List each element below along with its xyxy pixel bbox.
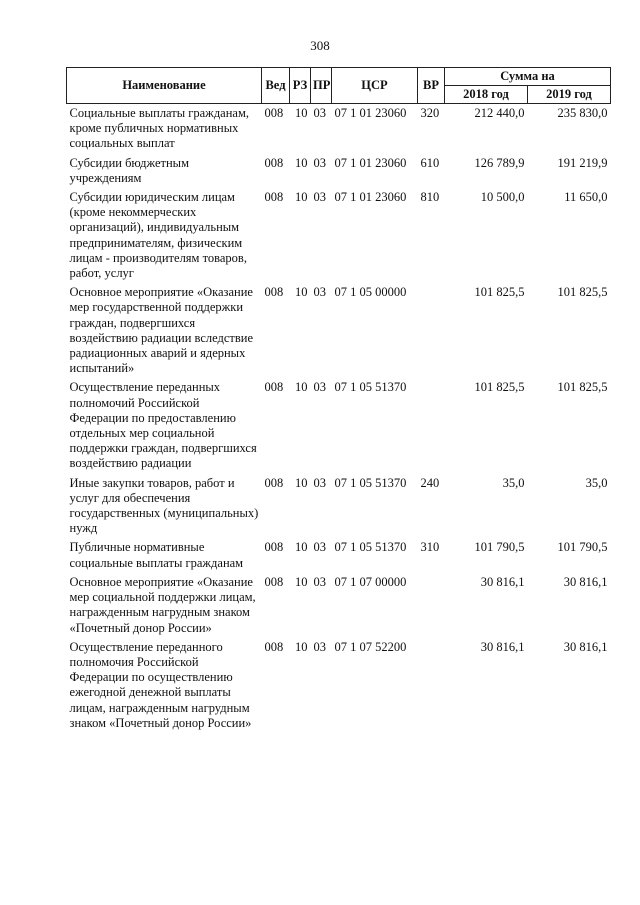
- cell-name: Основное мероприятие «Оказание мер социальной поддержки лицам, награжденным нагрудным знаком «Почетный донор России»: [69, 574, 256, 635]
- cell-amount-2018: 30 816,1: [480, 639, 525, 654]
- cell-ved: 008: [264, 639, 284, 654]
- cell-vr: [418, 285, 445, 380]
- cell-amount-2018: 101 825,5: [474, 380, 525, 395]
- cell-ved: 008: [264, 155, 284, 170]
- cell-amount-2019: 30 816,1: [563, 574, 608, 589]
- cell-csr: 07 1 07 00000: [334, 574, 407, 589]
- page-number: 308: [310, 38, 330, 53]
- table-body: [67, 104, 611, 735]
- column-header-name: Наименование: [67, 68, 262, 104]
- cell-csr: 07 1 01 23060: [334, 106, 407, 120]
- column-header-vr: ВР: [418, 68, 445, 104]
- cell-amount-2018: 101 825,5: [474, 285, 525, 300]
- cell-name: Публичные нормативные социальные выплаты гражданам: [69, 540, 244, 570]
- cell-rz: 10: [295, 155, 308, 170]
- cell-rz: 10: [295, 380, 308, 395]
- cell-name: Субсидии юридическим лицам (кроме некоммерческих организаций), индивидуальным предпринимателям, физическим лицам - производителям товаров, работ, услуг: [69, 190, 247, 281]
- cell-vr: 310: [420, 540, 440, 555]
- table-row: [67, 476, 611, 541]
- cell-csr: 07 1 05 51370: [334, 540, 407, 555]
- cell-amount-2018: 30 816,1: [480, 574, 525, 589]
- cell-name: Социальные выплаты гражданам, кроме публичных нормативных социальных выплат: [69, 106, 250, 151]
- cell-ved: 008: [264, 285, 284, 300]
- cell-rz: 10: [295, 574, 308, 589]
- cell-vr: [418, 380, 445, 475]
- cell-pr: 03: [313, 285, 326, 300]
- cell-pr: 03: [313, 190, 326, 205]
- cell-ved: 008: [264, 574, 284, 589]
- table-row: [67, 285, 611, 380]
- cell-amount-2019: 30 816,1: [563, 639, 608, 654]
- cell-csr: 07 1 07 52200: [334, 639, 407, 654]
- cell-amount-2019: 11 650,0: [564, 190, 608, 205]
- cell-amount-2018: 35,0: [502, 475, 525, 490]
- table-row: [67, 104, 611, 156]
- column-header-sum: Сумма на: [445, 68, 611, 86]
- cell-amount-2019: 191 219,9: [557, 155, 608, 170]
- cell-rz: 10: [295, 639, 308, 654]
- cell-pr: 03: [313, 475, 326, 490]
- cell-vr: [418, 640, 445, 735]
- cell-vr: 320: [420, 106, 440, 120]
- cell-pr: 03: [313, 540, 326, 555]
- cell-amount-2019: 235 830,0: [557, 106, 608, 120]
- cell-ved: 008: [264, 380, 284, 395]
- cell-pr: 03: [313, 380, 326, 395]
- cell-pr: 03: [313, 155, 326, 170]
- cell-rz: 10: [295, 540, 308, 555]
- table-row: [67, 156, 611, 190]
- cell-amount-2019: 101 825,5: [557, 285, 608, 300]
- column-header-rz: РЗ: [290, 68, 311, 104]
- table-header: [67, 68, 611, 104]
- cell-ved: 008: [264, 106, 284, 120]
- cell-vr: [418, 575, 445, 640]
- column-header-csr: ЦСР: [332, 68, 418, 104]
- table-row: [67, 540, 611, 574]
- cell-name: Основное мероприятие «Оказание мер государственной поддержки граждан, подвергшихся воздействию радиации вследствие радиационных аварий и ядерных испытаний»: [69, 285, 254, 376]
- cell-amount-2018: 212 440,0: [474, 106, 525, 120]
- cell-amount-2018: 101 790,5: [474, 540, 525, 555]
- cell-vr: 610: [420, 155, 440, 170]
- cell-csr: 07 1 05 00000: [334, 285, 407, 300]
- cell-rz: 10: [295, 106, 308, 120]
- cell-rz: 10: [295, 190, 308, 205]
- cell-amount-2019: 101 825,5: [557, 380, 608, 395]
- table-row: [67, 640, 611, 735]
- column-header-ved: Вед: [262, 68, 290, 104]
- cell-amount-2019: 35,0: [585, 475, 608, 490]
- budget-table: [66, 67, 611, 735]
- cell-ved: 008: [264, 540, 284, 555]
- cell-name: Иные закупки товаров, работ и услуг для обеспечения государственных (муниципальных) нужд: [69, 475, 259, 536]
- cell-rz: 10: [295, 475, 308, 490]
- cell-amount-2018: 126 789,9: [474, 155, 525, 170]
- cell-rz: 10: [295, 285, 308, 300]
- cell-csr: 07 1 01 23060: [334, 190, 407, 205]
- cell-name: Осуществление переданного полномочия Российской Федерации по осуществлению ежегодной денежной выплаты лицам, награжденным нагрудным знаком «Почетный донор России»: [69, 639, 252, 730]
- cell-name: Субсидии бюджетным учреждениям: [69, 155, 189, 185]
- cell-amount-2019: 101 790,5: [557, 540, 608, 555]
- cell-csr: 07 1 05 51370: [334, 475, 407, 490]
- cell-vr: 240: [420, 475, 440, 490]
- cell-csr: 07 1 01 23060: [334, 155, 407, 170]
- table-row: [67, 380, 611, 475]
- column-header-year-2018: 2018 год: [445, 86, 528, 104]
- cell-pr: 03: [313, 106, 326, 120]
- column-header-year-2019: 2019 год: [528, 86, 611, 104]
- table-row: [67, 575, 611, 640]
- cell-vr: 810: [420, 190, 440, 205]
- cell-ved: 008: [264, 190, 284, 205]
- column-header-pr: ПР: [311, 68, 332, 104]
- table-row: [67, 190, 611, 285]
- cell-amount-2018: 10 500,0: [480, 190, 525, 205]
- cell-pr: 03: [313, 639, 326, 654]
- cell-ved: 008: [264, 475, 284, 490]
- cell-pr: 03: [313, 574, 326, 589]
- cell-csr: 07 1 05 51370: [334, 380, 407, 395]
- cell-name: Осуществление переданных полномочий Российской Федерации по предоставлению отдельных мер социальной поддержки граждан, подвергшихся воздействию радиации: [69, 380, 257, 471]
